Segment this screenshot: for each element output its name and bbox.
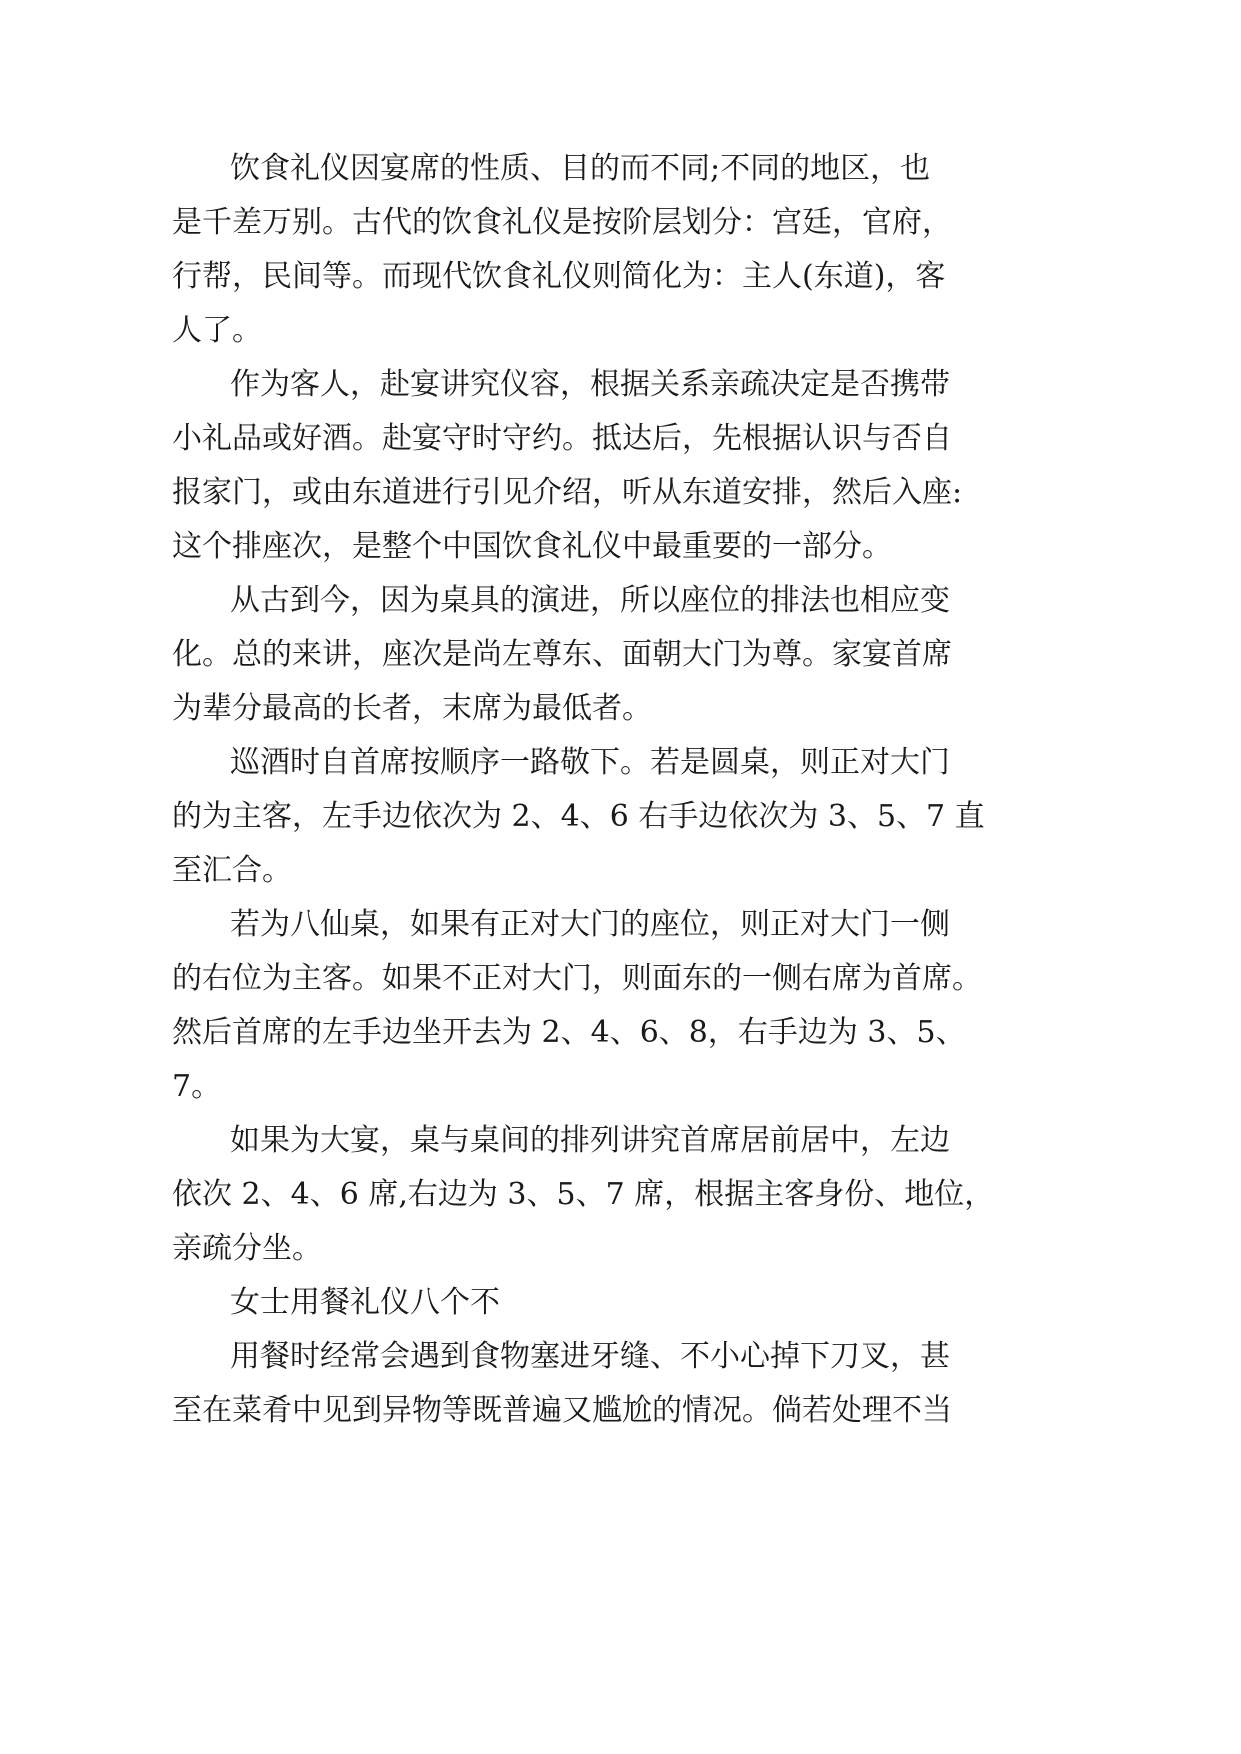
text-line: 行帮，民间等。而现代饮食礼仪则简化为：主人(东道)，客 bbox=[172, 259, 946, 294]
text-line: 小礼品或好酒。赴宴守时守约。抵达后，先根据认识与否自 bbox=[172, 421, 952, 456]
text-line: 从古到今，因为桌具的演进，所以座位的排法也相应变 bbox=[230, 583, 950, 618]
text-line: 化。总的来讲，座次是尚左尊东、面朝大门为尊。家宴首席 bbox=[172, 637, 952, 672]
text-line: 的右位为主客。如果不正对大门，则面东的一侧右席为首席。 bbox=[172, 961, 982, 996]
text-line: 至在菜肴中见到异物等既普遍又尴尬的情况。倘若处理不当 bbox=[172, 1393, 952, 1428]
section-heading: 女士用餐礼仪八个不 bbox=[230, 1285, 500, 1320]
text-line: 饮食礼仪因宴席的性质、目的而不同;不同的地区，也 bbox=[230, 151, 931, 186]
text-line: 巡酒时自首席按顺序一路敬下。若是圆桌，则正对大门 bbox=[230, 745, 950, 780]
text-line: 至汇合。 bbox=[172, 853, 292, 888]
text-line: 依次 2、4、6 席,右边为 3、5、7 席，根据主客身份、地位， bbox=[172, 1177, 995, 1212]
text-line: 用餐时经常会遇到食物塞进牙缝、不小心掉下刀叉，甚 bbox=[230, 1339, 950, 1374]
text-line: 的为主客，左手边依次为 2、4、6 右手边依次为 3、5、7 直 bbox=[172, 799, 985, 834]
text-line: 这个排座次，是整个中国饮食礼仪中最重要的一部分。 bbox=[172, 529, 892, 564]
text-line: 如果为大宴，桌与桌间的排列讲究首席居前居中，左边 bbox=[230, 1123, 950, 1158]
text-line: 为辈分最高的长者，末席为最低者。 bbox=[172, 691, 652, 726]
text-line: 人了。 bbox=[172, 313, 262, 348]
text-line: 报家门，或由东道进行引见介绍，听从东道安排，然后入座: bbox=[172, 475, 963, 510]
text-line: 是千差万别。古代的饮食礼仪是按阶层划分：宫廷，官府， bbox=[172, 205, 952, 240]
text-line: 然后首席的左手边坐开去为 2、4、6、8，右手边为 3、5、 bbox=[172, 1015, 966, 1050]
text-line: 7。 bbox=[172, 1069, 222, 1104]
text-line: 亲疏分坐。 bbox=[172, 1231, 322, 1266]
text-line: 作为客人，赴宴讲究仪容，根据关系亲疏决定是否携带 bbox=[230, 367, 950, 402]
text-line: 若为八仙桌，如果有正对大门的座位，则正对大门一侧 bbox=[230, 907, 950, 942]
